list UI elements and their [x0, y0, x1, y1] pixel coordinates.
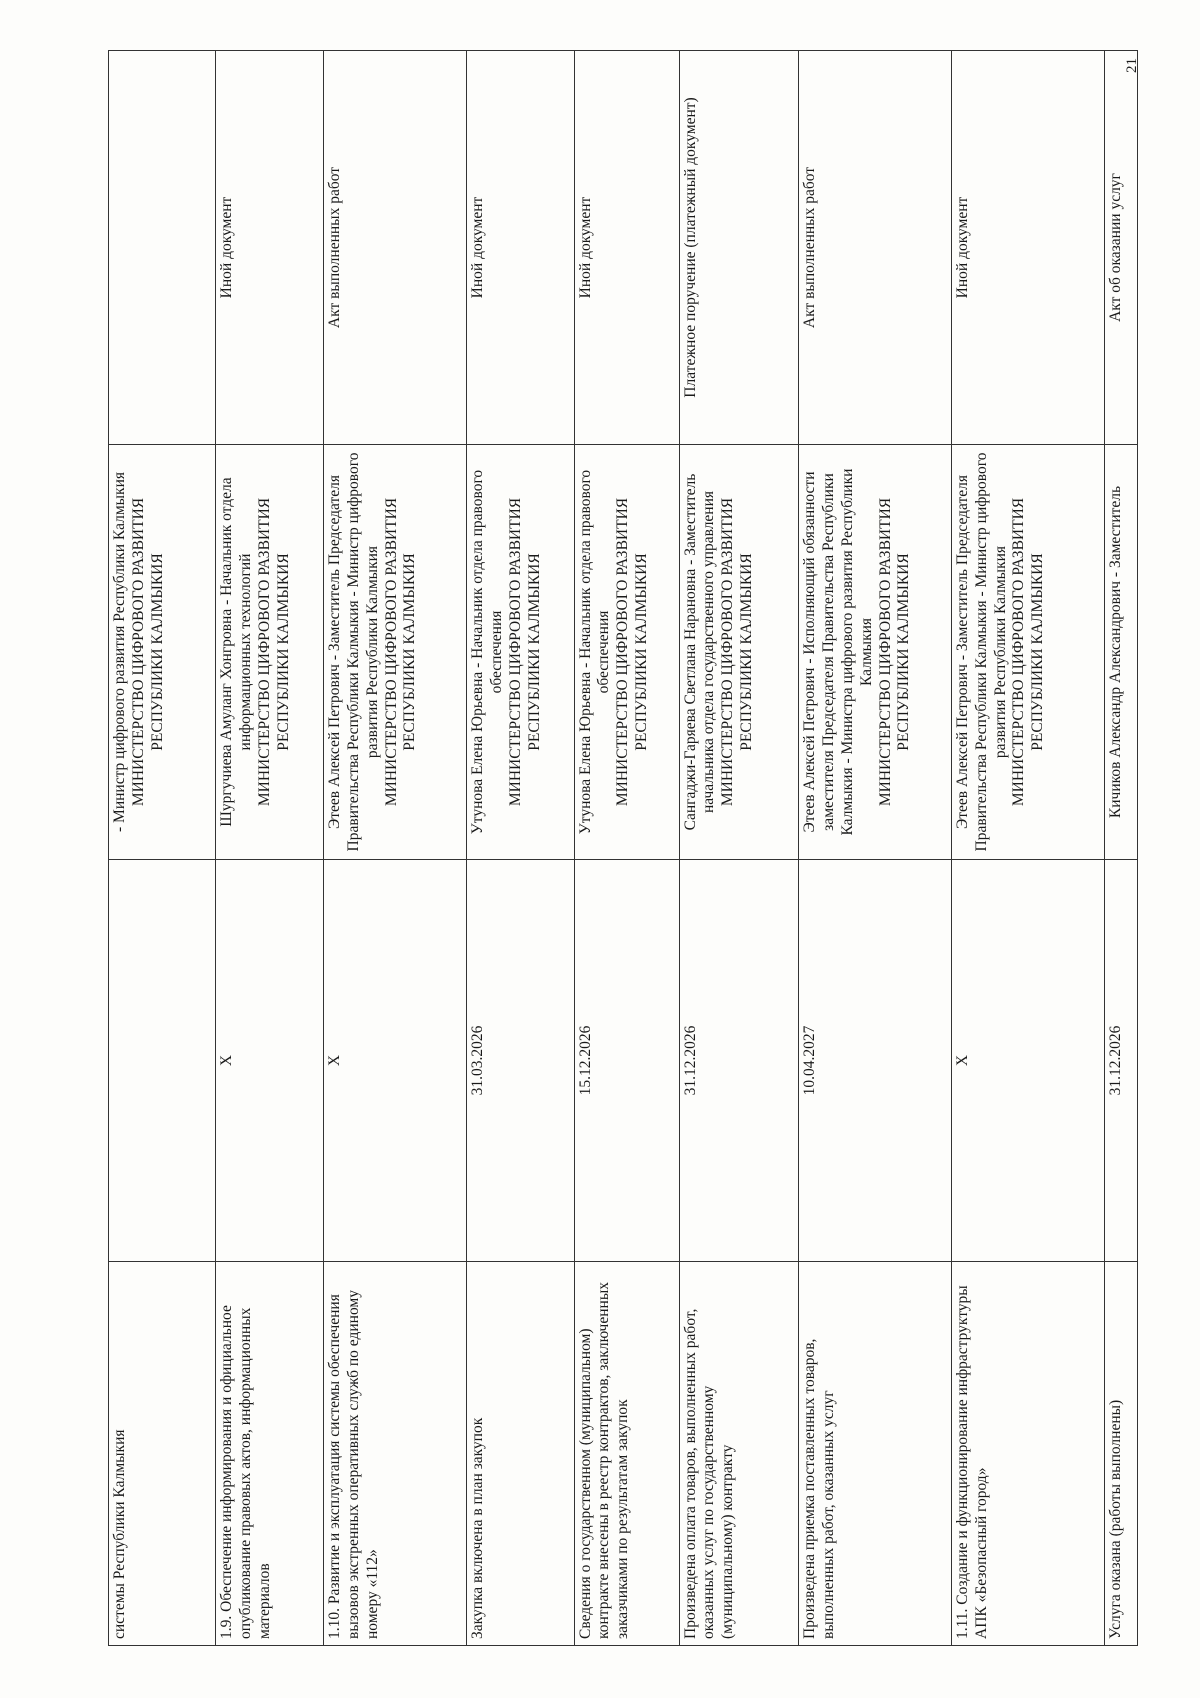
- plan-table: [108, 50, 1138, 1646]
- responsible-line: Этеев Алексей Петрович - Заместитель Председателя Правительства Республики Калмыкия - Министр цифрового развития Республики Калмыкия: [953, 452, 1009, 852]
- responsible-line: МИНИСТЕРСТВО ЦИФРОВОГО РАЗВИТИЯ РЕСПУБЛИКИ КАЛМЫКИЯ: [129, 497, 166, 807]
- rotated-table-container: [108, 51, 1138, 1646]
- responsible-line: Шургучиева Амуланг Хонгровна - Начальник отдела информационных технологий: [218, 477, 255, 827]
- table-row: [323, 51, 466, 1646]
- responsible-line: МИНИСТЕРСТВО ЦИФРОВОГО РАЗВИТИЯ РЕСПУБЛИКИ КАЛМЫКИЯ: [256, 497, 293, 807]
- table-row: [798, 51, 951, 1646]
- cell-date: X: [951, 860, 1104, 1262]
- page-number: 21: [1124, 58, 1140, 73]
- cell-date: 31.12.2026: [679, 860, 798, 1262]
- cell-name: Произведена приемка поставленных товаров, выполненных работ, оказанных услуг: [798, 1262, 951, 1646]
- responsible-line: МИНИСТЕРСТВО ЦИФРОВОГО РАЗВИТИЯ РЕСПУБЛИКИ КАЛМЫКИЯ: [506, 497, 543, 807]
- cell-responsible: [467, 445, 574, 860]
- responsible-line: МИНИСТЕРСТВО ЦИФРОВОГО РАЗВИТИЯ РЕСПУБЛИКИ КАЛМЫКИЯ: [382, 497, 419, 807]
- cell-date: X: [323, 860, 466, 1262]
- cell-name: 1.11. Создание и функционирование инфраструктуры АПК «Безопасный город»: [951, 1262, 1104, 1646]
- table-row: [1104, 51, 1138, 1646]
- cell-document: Акт об оказании услуг: [1104, 51, 1138, 445]
- responsible-line: Сангаджи-Гаряева Светлана Нарановна - Заместитель начальника отдела государственного управления: [681, 473, 718, 831]
- cell-document: Иной документ: [951, 51, 1104, 445]
- responsible-line: МИНИСТЕРСТВО ЦИФРОВОГО РАЗВИТИЯ РЕСПУБЛИКИ КАЛМЫКИЯ: [1010, 497, 1047, 807]
- cell-date: X: [216, 860, 323, 1262]
- cell-responsible: [323, 445, 466, 860]
- cell-responsible: [109, 445, 216, 860]
- cell-name: системы Республики Калмыкия: [109, 1262, 216, 1646]
- cell-document: Акт выполненных работ: [798, 51, 951, 445]
- cell-document: Иной документ: [216, 51, 323, 445]
- cell-document: [109, 51, 216, 445]
- cell-name: 1.10. Развитие и эксплуатация системы обеспечения вызовов экстренных оперативных служб по единому номеру «112»: [323, 1262, 466, 1646]
- cell-name: Сведения о государственном (муниципальном) контракте внесены в реестр контрактов, заключенных заказчиками по результатам закупок: [574, 1262, 679, 1646]
- responsible-line: МИНИСТЕРСТВО ЦИФРОВОГО РАЗВИТИЯ РЕСПУБЛИКИ КАЛМЫКИЯ: [876, 497, 913, 807]
- responsible-line: Кичиков Александр Александрович - Заместитель: [1106, 485, 1124, 819]
- responsible-line: Утунова Елена Юрьевна - Начальник отдела правового обеспечения: [469, 469, 505, 835]
- cell-name: Услуга оказана (работы выполнены): [1104, 1262, 1138, 1646]
- responsible-line: Утунова Елена Юрьевна - Начальник отдела правового обеспечения: [576, 469, 613, 835]
- cell-name: Закупка включена в план закупок: [467, 1262, 574, 1646]
- table-row: [951, 51, 1104, 1646]
- cell-responsible: [951, 445, 1104, 860]
- cell-document: Акт выполненных работ: [323, 51, 466, 445]
- table-row: [216, 51, 323, 1646]
- responsible-line: - Министр цифрового развития Республики Калмыкия: [111, 472, 128, 832]
- cell-date: 10.04.2027: [798, 860, 951, 1262]
- cell-date: 31.03.2026: [467, 860, 574, 1262]
- cell-responsible: [574, 445, 679, 860]
- cell-document: Иной документ: [574, 51, 679, 445]
- cell-name: 1.9. Обеспечение информирования и официальное опубликование правовых актов, информационных материалов: [216, 1262, 323, 1646]
- cell-document: Иной документ: [467, 51, 574, 445]
- table-row: [109, 51, 216, 1646]
- table-row: [574, 51, 679, 1646]
- cell-responsible: [1104, 445, 1138, 860]
- table-row: [467, 51, 574, 1646]
- cell-date: 31.12.2026: [1104, 860, 1138, 1262]
- responsible-line: Этеев Алексей Петрович - Заместитель Председателя Правительства Республики Калмыкия - Министр цифрового развития Республики Калмыкия: [325, 452, 381, 852]
- responsible-line: МИНИСТЕРСТВО ЦИФРОВОГО РАЗВИТИЯ РЕСПУБЛИКИ КАЛМЫКИЯ: [719, 497, 756, 807]
- cell-date: 15.12.2026: [574, 860, 679, 1262]
- responsible-line: Этеев Алексей Петрович - Исполняющий обязанности заместителя Председателя Правительства Республики Калмыкия - Министра цифрового развития Республики Калмыкия: [800, 468, 875, 836]
- cell-date: [109, 860, 216, 1262]
- cell-responsible: [679, 445, 798, 860]
- cell-document: Платежное поручение (платежный документ): [679, 51, 798, 445]
- cell-responsible: [216, 445, 323, 860]
- cell-name: Произведена оплата товаров, выполненных работ, оказанных услуг по государственному (муниципальному) контракту: [679, 1262, 798, 1646]
- table-row: [679, 51, 798, 1646]
- responsible-line: МИНИСТЕРСТВО ЦИФРОВОГО РАЗВИТИЯ РЕСПУБЛИКИ КАЛМЫКИЯ: [614, 497, 651, 807]
- cell-responsible: [798, 445, 951, 860]
